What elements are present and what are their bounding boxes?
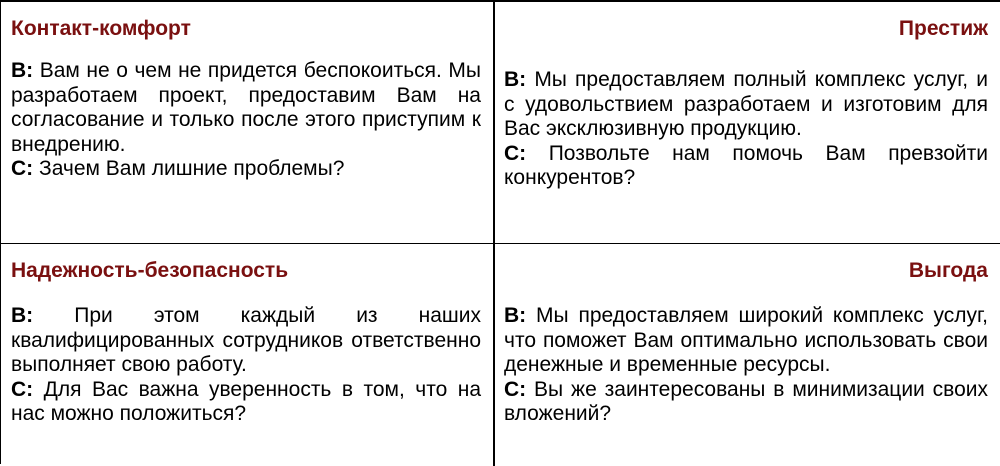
benefit-label: В: xyxy=(11,59,34,82)
benefit-paragraph xyxy=(11,59,481,157)
cell-title: Престиж xyxy=(898,17,988,40)
benefit-paragraph xyxy=(504,304,988,378)
question-paragraph xyxy=(11,378,481,427)
question-label: С: xyxy=(11,157,34,180)
benefit-label: В: xyxy=(504,68,527,91)
cell-prestige xyxy=(495,2,1000,244)
question-paragraph xyxy=(11,157,481,182)
benefit-text: Мы предоставляем широкий комплекс услуг, что поможет Вам оптимально использовать свои денежные и временные ресурсы. xyxy=(504,304,988,376)
benefit-paragraph xyxy=(504,68,988,142)
benefit-label: В: xyxy=(504,304,527,327)
cell-reliability-safety xyxy=(1,244,495,466)
question-text: Зачем Вам лишние проблемы? xyxy=(33,157,345,180)
cell-body xyxy=(11,59,481,182)
cell-title: Надежность-безопасность xyxy=(11,259,289,282)
question-text: Вы же заинтересованы в минимизации своих вложений? xyxy=(504,377,988,425)
cell-body xyxy=(504,304,988,427)
question-label: С: xyxy=(504,377,527,401)
benefit-paragraph xyxy=(11,304,481,378)
benefit-text: Вам не о чем не придется беспокоиться. Мы разработаем проект, предоставим Вам на согласование и только после этого приступим к внедрению. xyxy=(11,59,481,156)
question-paragraph xyxy=(504,142,988,191)
question-paragraph xyxy=(504,378,988,427)
benefit-label: В: xyxy=(11,304,34,327)
question-text: Для Вас важна уверенность в том, что на нас можно положиться? xyxy=(11,377,481,425)
benefit-text: Мы предоставляем полный комплекс услуг, и с удовольствием разработаем и изготовим для Вас эксклюзивную продукцию. xyxy=(504,68,988,140)
question-label: С: xyxy=(11,377,34,401)
cell-benefit xyxy=(495,244,1000,466)
benefit-text: При этом каждый из наших квалифицированных сотрудников ответственно выполняет свою работу. xyxy=(11,304,481,376)
cell-title: Контакт-комфорт xyxy=(11,17,191,40)
cell-title: Выгода xyxy=(908,259,988,282)
cell-body xyxy=(504,68,988,191)
cell-body xyxy=(11,304,481,427)
question-label: С: xyxy=(504,141,527,165)
question-text: Позвольте нам помочь Вам превзойти конкурентов? xyxy=(504,141,988,189)
cell-contact-comfort xyxy=(1,2,495,244)
